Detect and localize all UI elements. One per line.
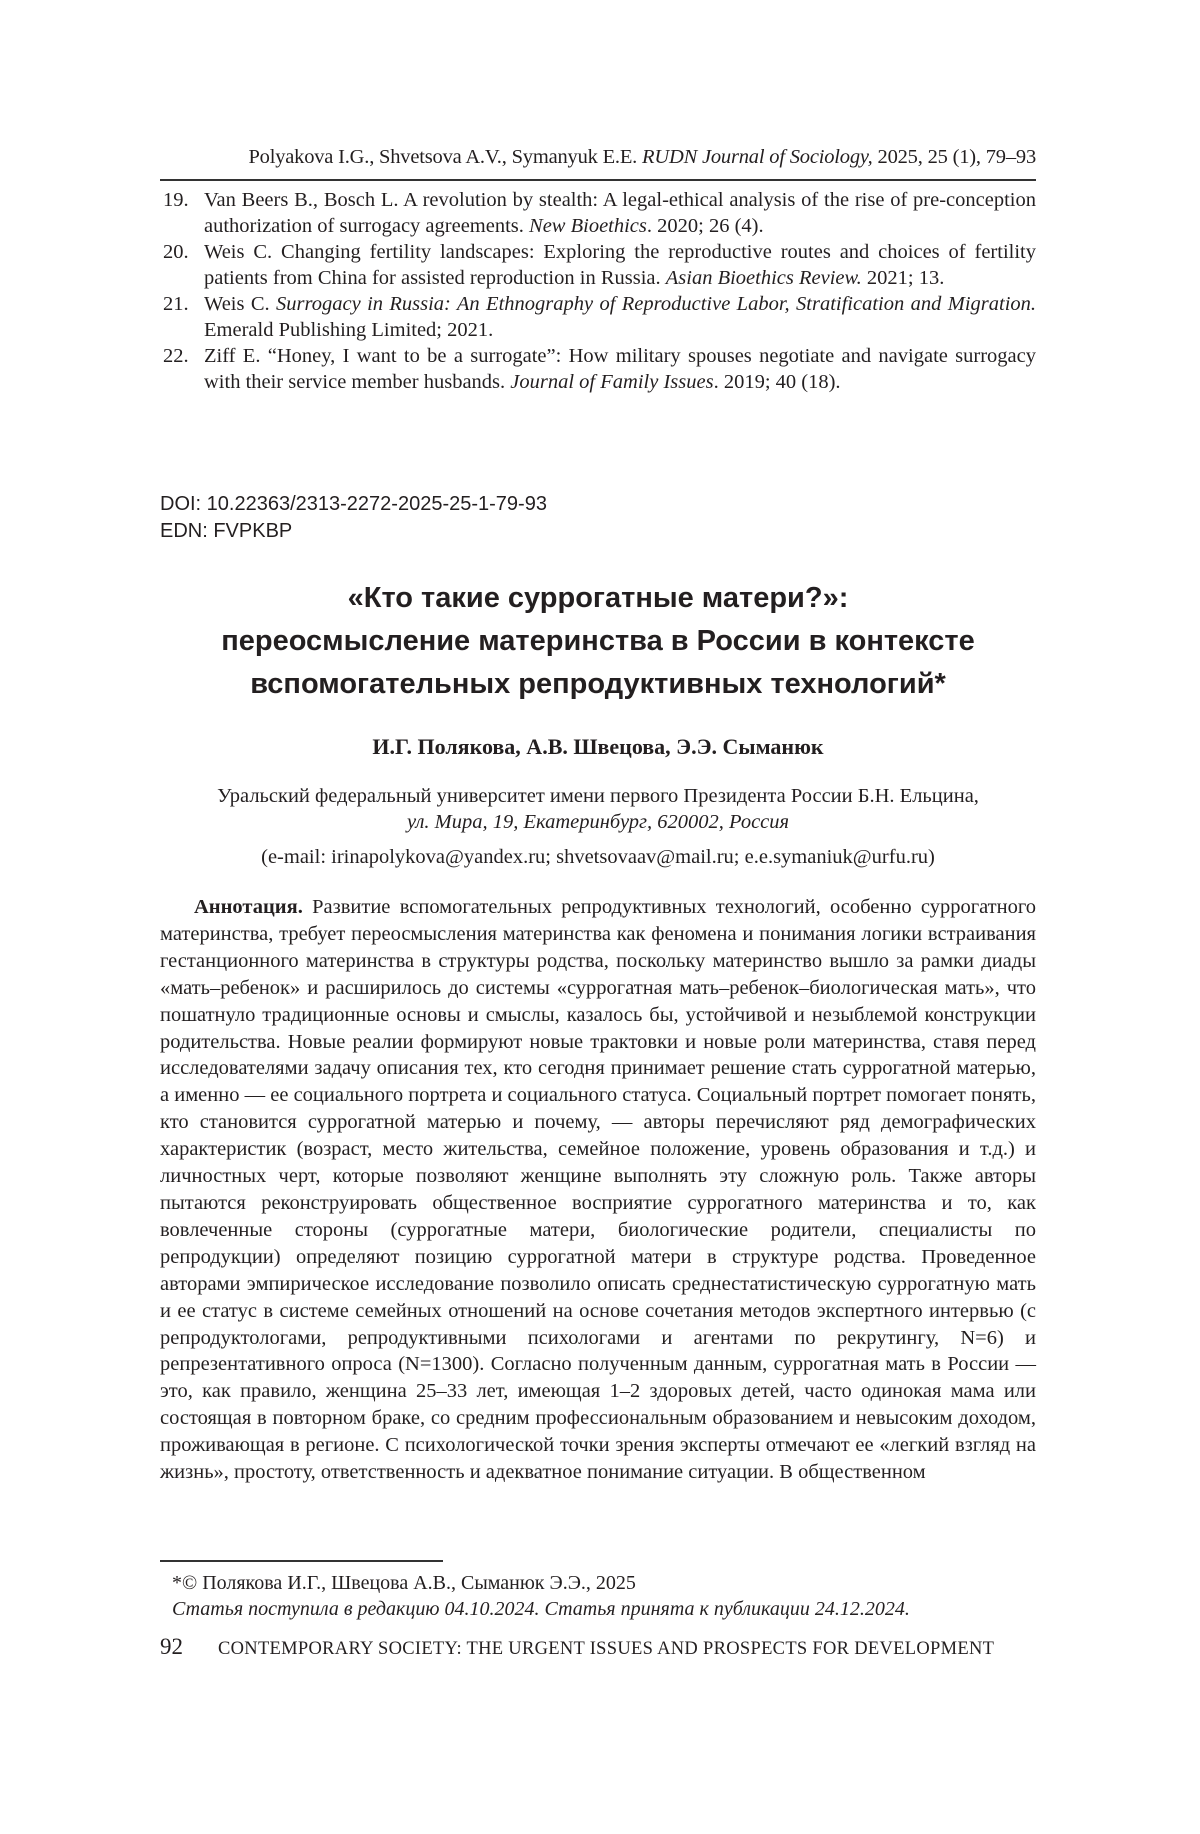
- abstract-text: Развитие вспомогательных репродуктивных технологий, особенно суррогатного материнства, требует переосмысления материнства как феномена и понимания логики встраивания гестанционного материнства в структуры родства, поскольку материнство вышло за рамки диады «мать–ребенок» и расширилось до системы «суррогатная мать–ребенок–биологическая мать», что пошатнуло традиционные основы и смыслы, казалось бы, устойчивой и незыблемой конструкции родительства. Новые реалии формируют новые трактовки и новые роли материнства, ставя перед исследователями задачу описания тех, кто сегодня принимает решение стать суррогатной матерью, а именно — ее социального портрета и социального статуса. Социальный портрет помогает понять, кто становится суррогатной матерью и почему, — авторы перечисляют ряд демографических характеристик (возраст, место жительства, семейное положение, уровень образования и т.д.) и личностных черт, которые позволяют женщине выполнять эту сложную роль. Также авторы пытаются реконструировать общественное восприятие суррогатного материнства и то, как вовлеченные стороны (суррогатные матери, биологические родители, специалисты по репродукции) определяют позицию суррогатной матери в структуре родства. Проведенное авторами эмпирическое исследование позволило описать среднестатистическую суррогатную мать и ее статус в системе семейных отношений на основе сочетания методов экспертного интервью (с репродуктологами, репродуктивными психологами и агентами по рекрутингу, N=6) и репрезентативного опроса (N=1300). Согласно полученным данным, суррогатная мать в России — это, как правило, женщина 25–33 лет, имеющая 1–2 здоровых детей, часто одинокая мама или состоящая в повторном браке, со средним профессиональным образованием и невысоким доходом, проживающая в регионе. С психологической точки зрения эксперты отмечают ее «легкий взгляд на жизнь», простоту, ответственность и адекватное понимание ситуации. В общественном: [160, 896, 1037, 1484]
- reference-item: [160, 343, 1036, 395]
- reference-item: [160, 187, 1036, 239]
- article-authors: И.Г. Полякова, А.В. Швецова, Э.Э. Сыманюк: [372, 734, 824, 759]
- header-authors: Polyakova I.G., Shvetsova A.V., Symanyuk E.E.: [248, 146, 638, 168]
- reference-number: 22.: [163, 345, 189, 367]
- affiliation: [160, 783, 1036, 835]
- doi[interactable]: DOI: 10.22363/2313-2272-2025-25-1-79-93: [160, 493, 547, 515]
- reference-text: Weis C. Changing fertility landscapes: Exploring the reproductive routes and choices of fertility patients from China for assisted reproduction in Russia. Asian Bioethics Review. 2021; 13.: [204, 241, 1036, 289]
- header-issue: 2025, 25 (1), 79–93: [877, 146, 1036, 168]
- author-emails: (e-mail: irinapolykova@yandex.ru; shvetsovaav@mail.ru; e.e.symaniuk@urfu.ru): [261, 846, 935, 868]
- reference-text: Ziff E. “Honey, I want to be a surrogate”: How military spouses negotiate and navigate surrogacy with their service member husbands. Journal of Family Issues. 2019; 40 (18).: [204, 345, 1036, 393]
- reference-text: Weis C. Surrogacy in Russia: An Ethnography of Reproductive Labor, Stratification and Migration. Emerald Publishing Limited; 2021.: [204, 293, 1037, 341]
- footnote: [172, 1570, 1032, 1622]
- header-rule: [160, 179, 1036, 181]
- journal-section: CONTEMPORARY SOCIETY: THE URGENT ISSUES AND PROSPECTS FOR DEVELOPMENT: [218, 1639, 995, 1659]
- running-header: [160, 146, 1036, 169]
- reference-list: [160, 187, 1036, 395]
- header-journal: RUDN Journal of Sociology,: [642, 146, 873, 168]
- article-identifiers: [160, 491, 547, 545]
- reference-text: Van Beers B., Bosch L. A revolution by stealth: A legal-ethical analysis of the rise of pre-conception authorization of surrogacy agreements. New Bioethics. 2020; 26 (4).: [204, 189, 1036, 237]
- affiliation-address: ул. Мира, 19, Екатеринбург, 620002, Россия: [406, 811, 790, 833]
- title-line: «Кто такие суррогатные матери?»:: [347, 582, 849, 614]
- abstract-label: Аннотация.: [194, 896, 303, 918]
- footnote-rule: [160, 1560, 443, 1562]
- submission-dates: Статья поступила в редакцию 04.10.2024. Статья принята к публикации 24.12.2024.: [172, 1598, 910, 1620]
- page-number: 92: [160, 1634, 183, 1659]
- article-title: [160, 577, 1036, 706]
- reference-number: 21.: [163, 293, 189, 315]
- title-line: переосмысление материнства в России в контексте: [221, 625, 975, 657]
- reference-number: 20.: [163, 241, 189, 263]
- reference-item: [160, 291, 1036, 343]
- reference-number: 19.: [163, 189, 189, 211]
- affiliation-name: Уральский федеральный университет имени первого Президента России Б.Н. Ельцина,: [217, 785, 979, 807]
- page-footer: [160, 1634, 1036, 1660]
- abstract: [160, 894, 1036, 1486]
- copyright-note: *© Полякова И.Г., Швецова А.В., Сыманюк Э.Э., 2025: [172, 1572, 636, 1594]
- edn: EDN: FVPKBP: [160, 520, 293, 542]
- reference-item: [160, 239, 1036, 291]
- title-line: вспомогательных репродуктивных технологий*: [250, 668, 946, 700]
